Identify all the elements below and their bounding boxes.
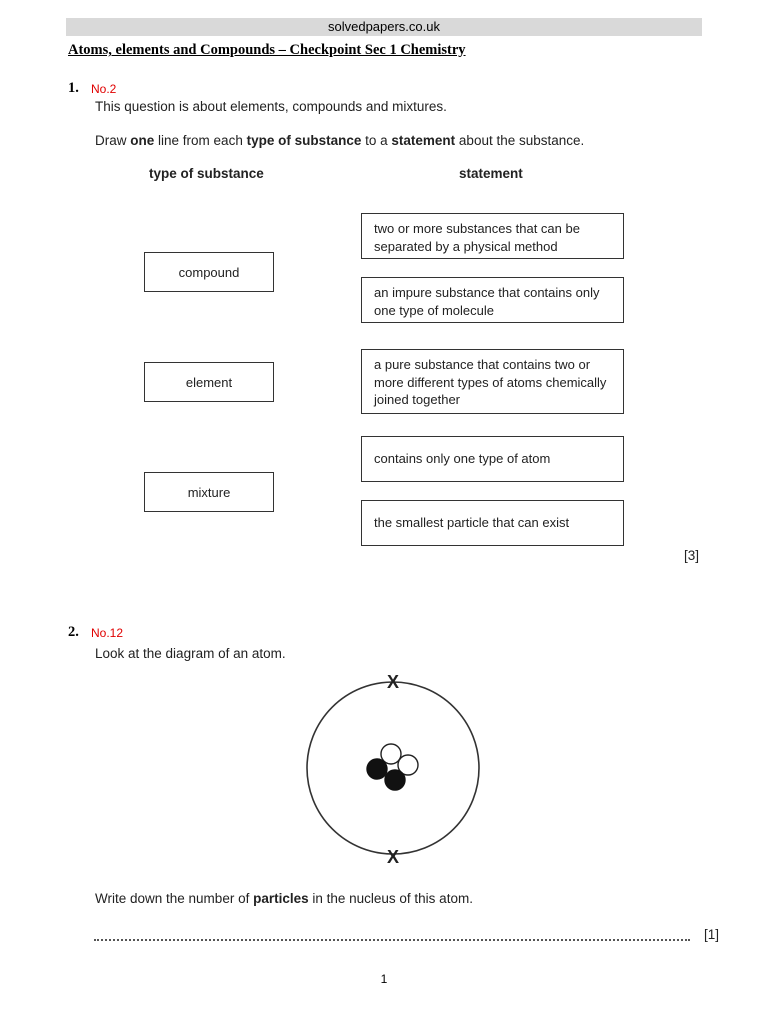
substance-box-mixture[interactable] (144, 472, 274, 512)
electron-shell (307, 682, 479, 854)
statement-text: the smallest particle that can exist (374, 515, 570, 531)
substance-label: compound (178, 264, 240, 280)
question-2-marks: [1] (704, 927, 720, 942)
question-1-intro: This question is about elements, compounds and mixtures. (95, 99, 447, 114)
statement-text: an impure substance that contains only one type of molecule (374, 285, 600, 318)
nucleus-particle-filled (367, 759, 387, 779)
statement-box-3[interactable] (361, 349, 624, 414)
statement-box-5[interactable] (361, 500, 624, 546)
instruction-part: to a (361, 133, 392, 148)
statement-text: two or more substances that can be separated by a physical method (374, 221, 580, 254)
column-header-statement: statement (459, 166, 523, 181)
instruction-bold: type of substance (246, 133, 362, 148)
substance-box-element[interactable] (144, 362, 274, 402)
question-2-ref: No.12 (91, 626, 124, 640)
question-2-intro: Look at the diagram of an atom. (95, 646, 286, 661)
substance-label: element (185, 374, 233, 390)
statement-box-1[interactable] (361, 213, 624, 259)
electron-x-bottom: X (386, 847, 400, 866)
statement-text: contains only one type of atom (374, 451, 551, 467)
question-1-ref: No.2 (91, 82, 117, 96)
question-1-number: 1. (68, 80, 79, 96)
question-1-instruction (95, 133, 584, 148)
instruction-part: about the substance. (455, 133, 585, 148)
question-1-marks: [3] (684, 548, 700, 563)
statement-box-2[interactable] (361, 277, 624, 323)
page-number: 1 (380, 972, 388, 986)
column-header-substance: type of substance (149, 166, 264, 181)
instruction-part: line from each (154, 133, 247, 148)
instruction-bold: statement (391, 133, 456, 148)
prompt-part: in the nucleus of this atom. (308, 891, 473, 906)
document-title: Atoms, elements and Compounds – Checkpoint Sec 1 Chemistry (68, 42, 466, 58)
instruction-bold: one (130, 133, 155, 148)
statement-text: a pure substance that contains two or more different types of atoms chemically joined together (374, 357, 607, 407)
prompt-part: Write down the number of (95, 891, 254, 906)
nucleus-particle-filled (385, 770, 405, 790)
instruction-part: Draw (95, 133, 131, 148)
site-banner (66, 18, 702, 36)
substance-label: mixture (187, 484, 231, 500)
answer-line[interactable] (94, 939, 690, 941)
question-2-number: 2. (68, 624, 79, 640)
statement-box-4[interactable] (361, 436, 624, 482)
atom-diagram (296, 666, 492, 866)
question-2-prompt (95, 891, 473, 906)
electron-x-top: X (386, 672, 400, 692)
site-name: solvedpapers.co.uk (327, 19, 440, 34)
substance-box-compound[interactable] (144, 252, 274, 292)
prompt-bold: particles (253, 891, 309, 906)
